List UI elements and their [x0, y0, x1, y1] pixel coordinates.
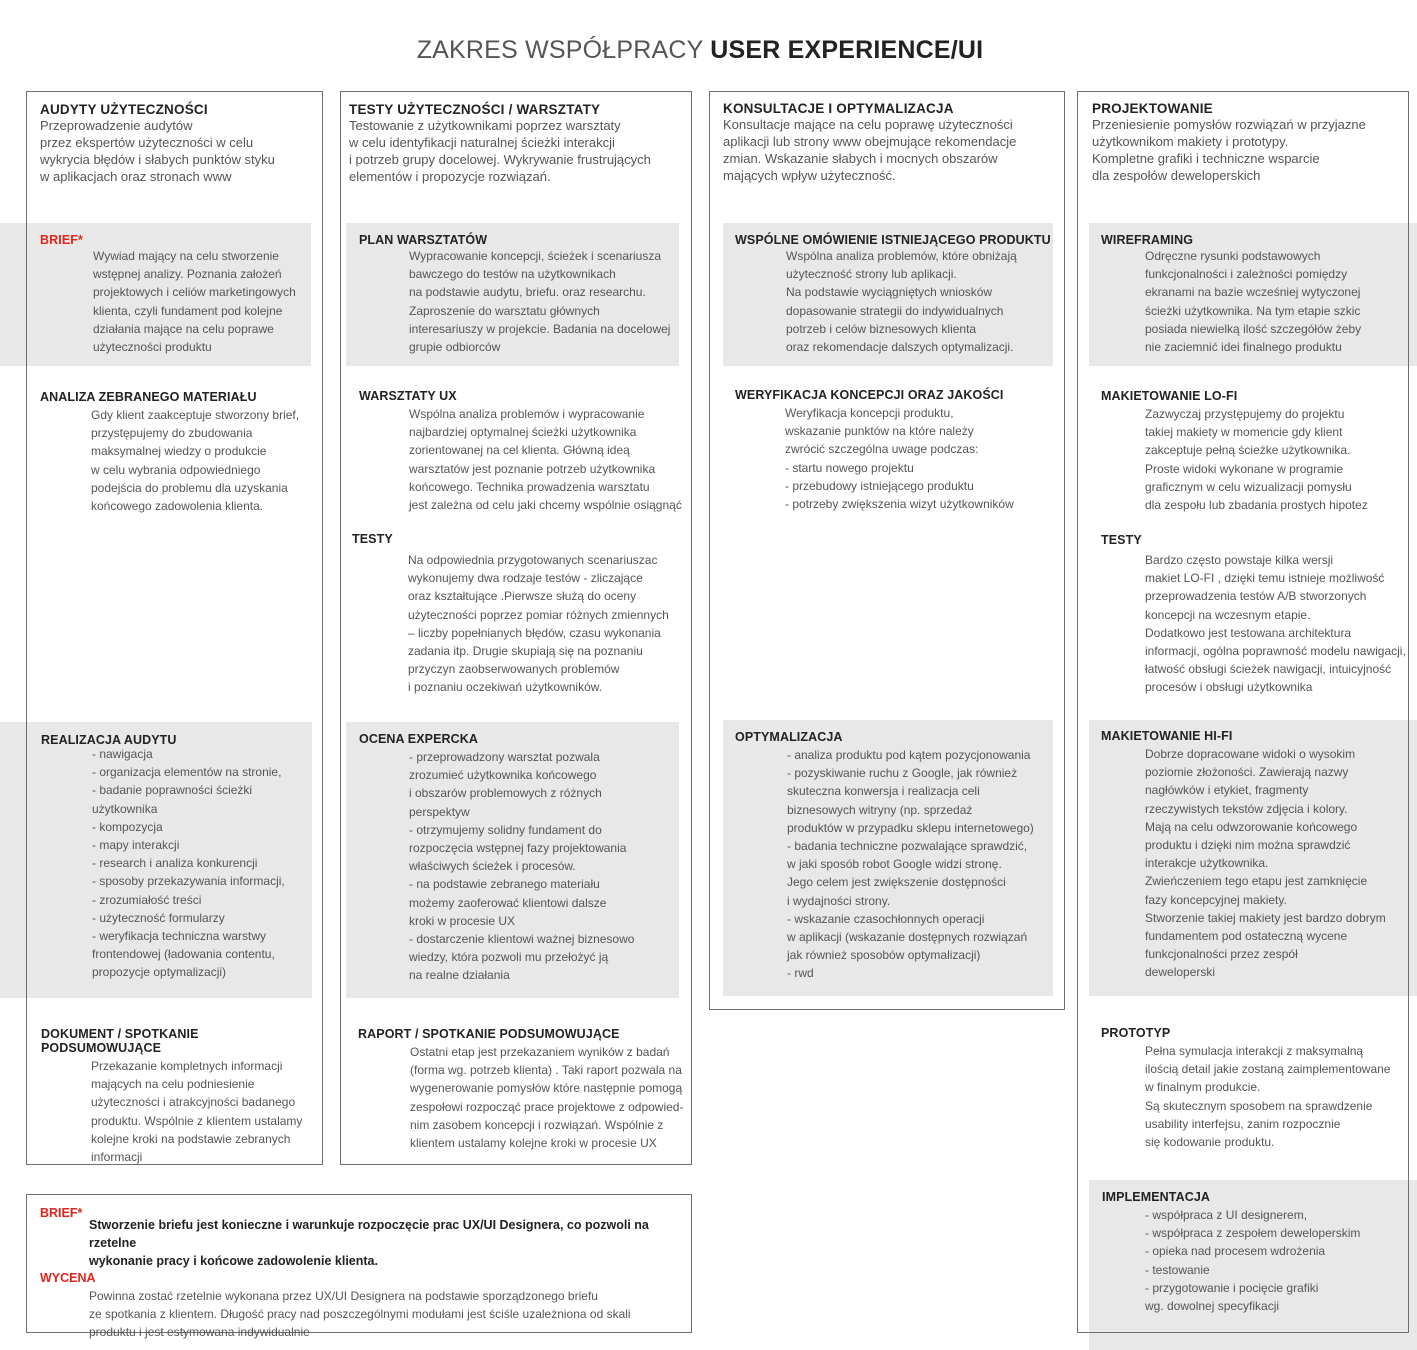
- footer-wycena-label: WYCENA: [40, 1271, 96, 1285]
- section-dokument: [41, 1027, 321, 1166]
- footer-brief-text: Stworzenie briefu jest konieczne i warunkuje rozpoczęcie prac UX/UI Designera, co pozwoli na rzetelne wykonanie pracy i końcowe zadowolenie klienta.: [89, 1218, 649, 1268]
- section-title: DOKUMENT / SPOTKANIE PODSUMOWUJĄCE: [41, 1027, 199, 1055]
- section-text: Pełna symulacja interakcji z maksymalną ilością detail jakie zostaną zaimplementowane w finalnym produkcie. Są skutecznym sposobem na sprawdzenie usability interfejsu, zanim rozpocznie się kodowanie produktu.: [1145, 1044, 1391, 1150]
- footer-note: [40, 1206, 680, 1342]
- section-brief: [40, 233, 315, 356]
- footer-wycena-text: Powinna zostać rzetelnie wykonana przez UX/UI Designera na podstawie sporządzonego briefu ze spotkania z klientem. Długość pracy nad poszczególnymi modułami jest ściśle uzależniona od skali produktu i jest estymowana indywidualnie: [89, 1289, 631, 1340]
- section-title: TESTY: [1101, 533, 1142, 547]
- section-optymalizacja: [735, 730, 1060, 983]
- section-text: - przeprowadzony warsztat pozwala zrozumieć użytkownika końcowego i obszarów problemowych z różnych perspektyw - otrzymujemy solidny fundament do rozpoczęcia wstępnej fazy projektowania właściwych ścieżek i procesów. - na podstawie zebranego materiału możemy zaoferować klientowi dalsze kroki w procesie UX - dostarczenie klientowi ważnej biznesowo wiedzy, która pozwoli mu przełożyć ją na realne działania: [409, 750, 635, 983]
- section-title: IMPLEMENTACJA: [1102, 1190, 1211, 1204]
- section-text: Wypracowanie koncepcji, ścieżek i scenariusza bawczego do testów na użytkownikach na podstawie audytu, briefu. oraz researchu. Zaproszenie do warsztatu głównych interesariuszy w projekcie. Badania na docelowej grupie odbiorców: [409, 249, 671, 355]
- column-2-header: [349, 102, 684, 185]
- section-plan-warsztatow: [359, 233, 679, 356]
- section-text: Ostatni etap jest przekazaniem wyników z badań (forma wg. potrzeb klienta) . Taki raport pozwala na wygenerowanie pomysłów które następnie pomogą zespołowi rozpocząć prace projektowe z odpowied- nim zasobem koncepcji i rozwiązań. Wspólnie z klientem ustalamy kolejne kroki w procesie UX: [410, 1045, 684, 1151]
- section-title: BRIEF*: [40, 233, 83, 247]
- column-4-heading: PROJEKTOWANIE: [1092, 101, 1213, 116]
- page-title-light: ZAKRES WSPÓŁPRACY: [416, 36, 711, 64]
- section-text: Wspólna analiza problemów, które obniżają użyteczność strony lub aplikacji. Na podstawie wyciągniętych wniosków dopasowanie strategii do indywidualnych potrzeb i celów biznesowych klienta oraz rekomendacje dalszych optymalizacji.: [786, 249, 1017, 355]
- section-text: - nawigacja - organizacja elementów na stronie, - badanie poprawności ścieżki użytkownika - kompozycja - mapy interakcji - research i analiza konkurencji - sposoby przekazywania informacji, - zrozumiałość treści - użyteczność formularzy - weryfikacja techniczna warstwy frontendowej (ładowania contentu, propozycje optymalizacji): [92, 747, 285, 980]
- section-title: PLAN WARSZTATÓW: [359, 233, 488, 247]
- section-title: OCENA EXPERCKA: [359, 732, 479, 746]
- section-title: RAPORT / SPOTKANIE PODSUMOWUJĄCE: [358, 1027, 620, 1041]
- section-implementacja: [1102, 1190, 1402, 1315]
- section-weryfikacja: [735, 388, 1060, 513]
- section-text: Dobrze dopracowane widoki o wysokim poziomie złożoności. Zawierają nazwy nagłówków i etykiet, fragmenty rzeczywistych tekstów zdjęcia i kolory. Mają na celu odwzorowanie końcowego produktu i dzięki nim można sprawdzić interakcje użytkownika. Zwieńczeniem tego etapu jest zamknięcie fazy koncepcyjnej makiety. Stworzenie takiej makiety jest bardzo dobrym fundamentem pod ostateczną wycene funkcjonalności przez zespół deweloperski: [1145, 747, 1386, 980]
- column-2-intro: Testowanie z użytkownikami poprzez warsztaty w celu identyfikacji naturalnej ścieżki interakcji i potrzeb grupy docelowej. Wykrywanie frustrujących elementów i propozycje rozwiązań.: [349, 118, 651, 184]
- section-text: Przekazanie kompletnych informacji mających na celu podniesienie użyteczności i atrakcyjności badanego produktu. Wspólnie z klientem ustalamy kolejne kroki na podstawie zebranych informacji: [91, 1059, 303, 1165]
- column-4-header: [1092, 101, 1402, 184]
- section-raport: [358, 1027, 688, 1152]
- page-title: [0, 36, 1400, 65]
- section-text: Wspólna analiza problemów i wypracowanie najbardziej optymalnej ścieżki użytkownika zorientowanej na cel klienta. Główną ideą warsztatów jest poznanie potrzeb użytkownika końcowego. Technika prowadzenia warsztatu jest zależna od celu jaki chcemy wspólnie osiągnąć: [409, 407, 682, 513]
- section-ocena-expercka: [359, 732, 679, 985]
- section-text: - współpraca z UI designerem, - współpraca z zespołem deweloperskim - opieka nad procesem wdrożenia - testowanie - przygotowanie i pocięcie grafiki wg. dowolnej specyfikacji: [1145, 1208, 1361, 1314]
- footer-brief-label: BRIEF*: [40, 1206, 83, 1220]
- column-1-intro: Przeprowadzenie audytów przez ekspertów użyteczności w celu wykrycia błędów i słabych punktów styku w aplikacjach oraz stronach www: [40, 118, 275, 184]
- section-text: Odręczne rysunki podstawowych funkcjonalności i zależności pomiędzy ekranami na bazie wcześniej wytyczonej ścieżki użytkownika. Na tym etapie szkic posiada niewielką ilość szczegółów żeby nie zaciemnić idei finalnego produktu: [1145, 249, 1362, 355]
- column-4-intro: Przeniesienie pomysłów rozwiązań w przyjazne użytkownikom makiety i prototypy. Kompletne grafiki i techniczne wsparcie dla zespołów deweloperskich: [1092, 117, 1366, 183]
- section-title: OPTYMALIZACJA: [735, 730, 843, 744]
- column-3-intro: Konsultacje mające na celu poprawę użyteczności aplikacji lub strony www obejmujące rekomendacje zmian. Wskazanie słabych i mocnych obszarów mających wpływ użyteczność.: [723, 117, 1017, 183]
- section-title: ANALIZA ZEBRANEGO MATERIAŁU: [40, 390, 257, 404]
- section-text: Zazwyczaj przystępujemy do projektu takiej makiety w momencie gdy klient zakceptuje pełną ścieżke użytkownika. Proste widoki wykonane w programie graficznym w celu wizualizacji pomysłu dla zespołu lub zbadania prostych hipotez: [1145, 407, 1368, 513]
- column-2-heading: TESTY UŻYTECZNOŚCI / WARSZTATY: [349, 102, 601, 117]
- section-testy: [352, 532, 682, 697]
- column-1-heading: AUDYTY UŻYTECZNOŚCI: [40, 102, 208, 117]
- section-title: MAKIETOWANIE HI-FI: [1101, 729, 1233, 743]
- section-text: Wywiad mający na celu stworzenie wstępnej analizy. Poznania założeń projektowych i celiów marketingowych klienta, czyli fundament pod kolejne działania mające na celu poprawe użyteczności produktu: [93, 249, 296, 355]
- column-1-header: [40, 102, 320, 185]
- section-prototyp: [1101, 1026, 1411, 1151]
- section-title: TESTY: [352, 532, 393, 546]
- section-title: WSPÓLNE OMÓWIENIE ISTNIEJĄCEGO PRODUKTU: [735, 233, 1051, 247]
- section-text: - analiza produktu pod kątem pozycjonowania - pozyskiwanie ruchu z Google, jak również skuteczna konwersja i realizacja celi biznesowych witryny (np. sprzedaż produktów w przypadku sklepu internetowego) - badania techniczne pozwalające sprawdzić, w jaki sposób robot Google widzi stronę. Jego celem jest zwiększenie dostępności i wydajności strony. - wskazanie czasochłonnych operacji w aplikacji (wskazanie dostępnych rozwiązań jak również sposobów optymalizacji) - rwd: [787, 748, 1034, 981]
- section-title: WARSZTATY UX: [359, 389, 457, 403]
- section-makietowanie-hifi: [1101, 729, 1411, 982]
- page-title-bold: USER EXPERIENCE/UI: [710, 36, 984, 64]
- section-title: PROTOTYP: [1101, 1026, 1171, 1040]
- section-text: Weryfikacja koncepcji produktu, wskazanie punktów na które należy zwrócić szczególna uwage podczas: - startu nowego projektu - przebudowy istniejącego produktu - potrzeby zwiększenia wizyt użytkowników: [785, 406, 1014, 512]
- column-3-heading: KONSULTACJE I OPTYMALIZACJA: [723, 101, 954, 116]
- section-text: Gdy klient zaakceptuje stworzony brief, przystępujemy do zbudowania maksymalnej wiedzy o produkcie w celu wybrania odpowiedniego podejścia do problemu dla uzyskania końcowego zadowolenia klienta.: [91, 408, 300, 514]
- section-title: REALIZACJA AUDYTU: [41, 733, 177, 747]
- section-testy-projektowanie: [1101, 533, 1411, 697]
- section-text: Bardzo często powstaje kilka wersji makiet LO-FI , dzięki temu istnieje możliwość przeprowadzenia testów A/B stworzonych koncepcji na wczesnym etapie. Dodatkowo jest testowana architektura informacji, ogólna poprawność modelu nawigacji, łatwość obsługi ścieżek nawigacji, intuicyjność procesów i obsługi użytkownika: [1145, 553, 1406, 695]
- section-title: WERYFIKACJA KONCEPCJI ORAZ JAKOŚCI: [735, 388, 1004, 402]
- section-warsztaty-ux: [359, 389, 684, 514]
- section-title: MAKIETOWANIE LO-FI: [1101, 389, 1238, 403]
- section-title: WIREFRAMING: [1101, 233, 1194, 247]
- section-wireframing: [1101, 233, 1411, 356]
- column-3-header: [723, 101, 1058, 184]
- section-text: Na odpowiednia przygotowanych scenariuszac wykonujemy dwa rodzaje testów - zliczające oraz kształtujące .Pierwsze służą do oceny użyteczności poprzez pomiar różnych zmiennych – liczby popełnianych błędów, czasu wykonania zadania itp. Drugie skupiają się na poznaniu przyczyn zaobserwowanych problemów i poznaniu oczekiwań użytkowników.: [408, 553, 669, 695]
- section-makietowanie-lofi: [1101, 389, 1411, 514]
- section-analiza: [40, 390, 315, 515]
- section-realizacja-audytu: [41, 733, 316, 982]
- section-wspolne-omowienie: [735, 233, 1053, 356]
